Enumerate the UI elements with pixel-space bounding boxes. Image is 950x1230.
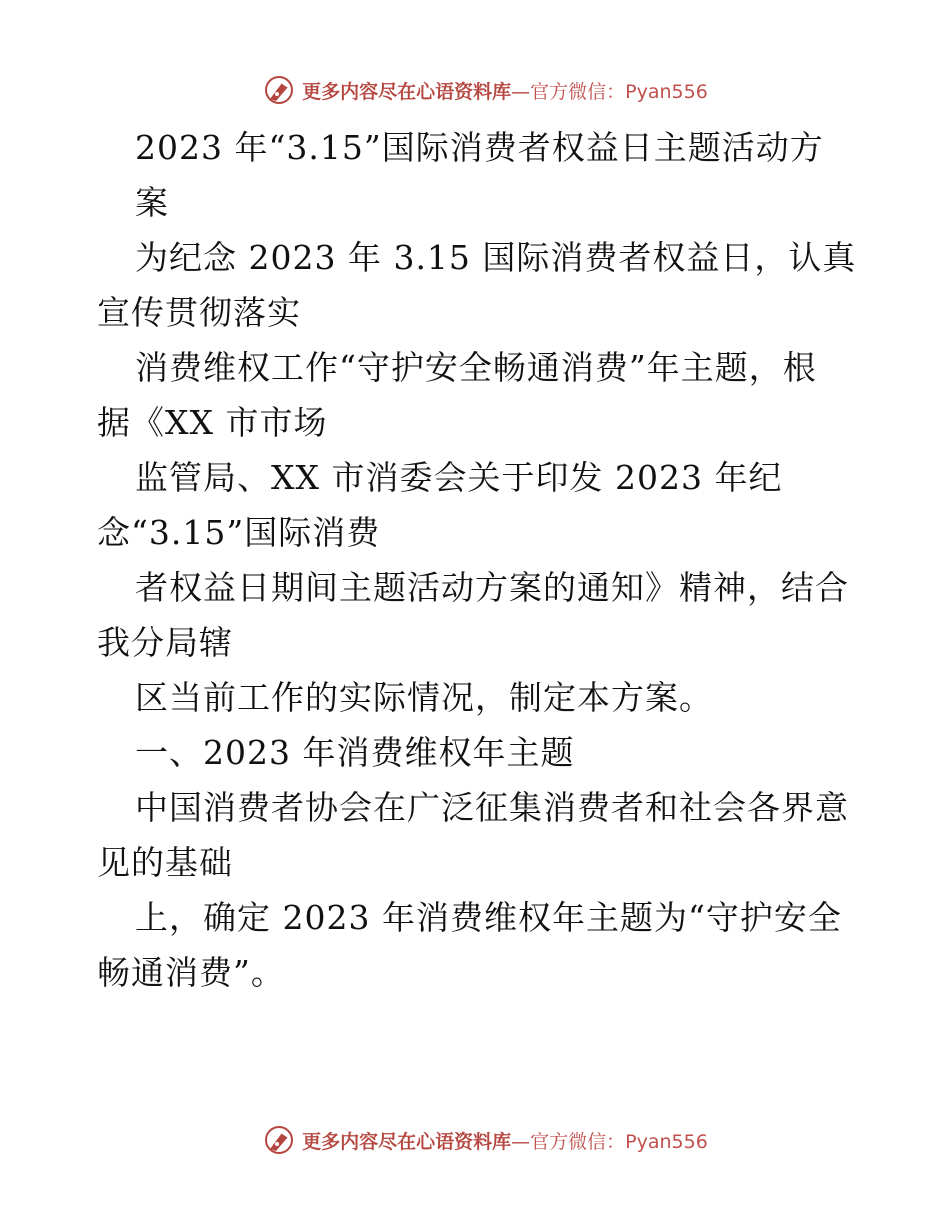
pen-nib-logo-icon	[262, 1123, 296, 1157]
paragraph-line: 为纪念 2023 年 3.15 国际消费者权益日，认真	[135, 238, 857, 277]
paragraph-line: 监管局、XX 市消委会关于印发 2023 年纪	[135, 458, 783, 497]
paragraph-line: 者权益日期间主题活动方案的通知》精神，结合	[135, 568, 849, 607]
paragraph-line: 消费维权工作“守护安全畅通消费”年主题，根	[135, 348, 817, 387]
header-banner	[0, 70, 950, 110]
banner-site-name: 更多内容尽在心语资料库	[302, 1130, 512, 1153]
title-line-2: 案	[135, 183, 169, 222]
banner-wechat: 官方微信：Pyan556	[530, 1130, 708, 1153]
paragraph-line: 区当前工作的实际情况，制定本方案。	[135, 678, 713, 717]
banner-wechat: 官方微信：Pyan556	[530, 80, 708, 103]
footer-banner	[0, 1120, 950, 1160]
title-line-1: 2023 年“3.15”国际消费者权益日主题活动方	[135, 128, 824, 167]
paragraph-line: 中国消费者协会在广泛征集消费者和社会各界意	[135, 788, 849, 827]
banner-site-name: 更多内容尽在心语资料库	[302, 80, 512, 103]
banner-dash: —	[511, 80, 531, 103]
banner-dash: —	[511, 1130, 531, 1153]
paragraph-line: 念“3.15”国际消费	[97, 513, 381, 552]
section-heading: 一、2023 年消费维权年主题	[135, 733, 575, 772]
paragraph-line: 宣传贯彻落实	[97, 293, 301, 332]
paragraph-line: 我分局辖	[97, 623, 233, 662]
paragraph-line: 上，确定 2023 年消费维权年主题为“守护安全	[135, 898, 842, 937]
paragraph-line: 见的基础	[97, 843, 233, 882]
paragraph-line: 据《XX 市市场	[97, 403, 328, 442]
pen-nib-logo-icon	[262, 73, 296, 107]
paragraph-line: 畅通消费”。	[97, 953, 285, 992]
document-body	[97, 120, 857, 1000]
